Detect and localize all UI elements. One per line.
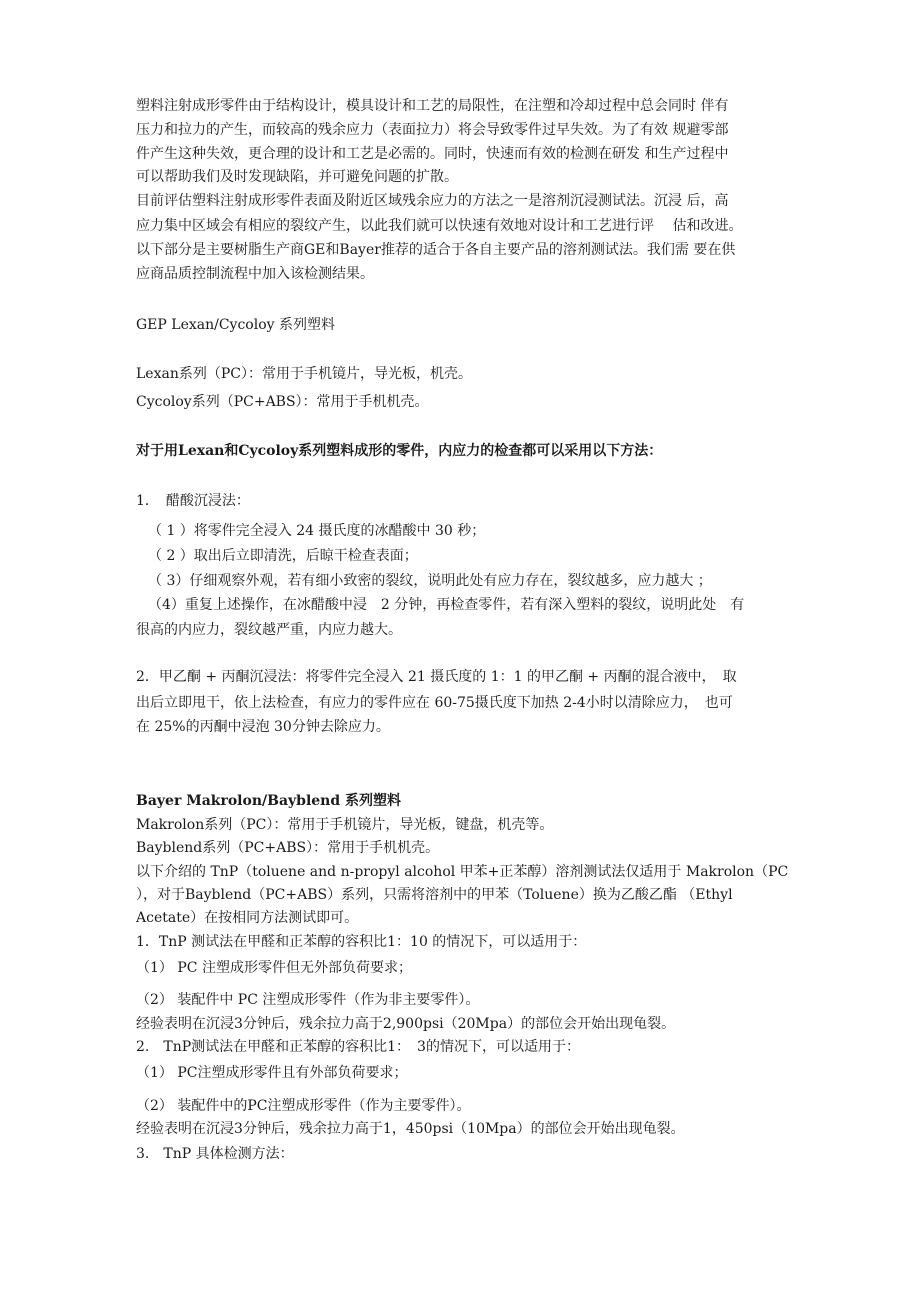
bayer-line: 经验表明在沉浸3分钟后，残余拉力高于1，450psi（10Mpa）的部位会开始出现龟裂。: [136, 1121, 685, 1137]
method2-line: 在 25%的丙酮中浸泡 30分钟去除应力。: [136, 719, 390, 735]
bayer-line: （1） PC 注塑成形零件但无外部负荷要求；: [136, 960, 412, 976]
bayer-line: 2. TnP测试法在甲醛和正苯醇的容积比1： 3的情况下，可以适用于：: [136, 1039, 580, 1055]
intro-line: 可以帮助我们及时发现缺陷，并可避免问题的扩散。: [136, 169, 458, 185]
bayer-line: 1．TnP 测试法在甲醛和正苯醇的容积比1：10 的情况下，可以适用于：: [136, 934, 587, 950]
method2-line: 2．甲乙酮 + 丙酮沉浸法：将零件完全浸入 21 摄氏度的 1：1 的甲乙酮 + 丙酮的混合液中， 取: [136, 669, 737, 685]
bayer-line: Acetate）在按相同方法测试即可。: [136, 910, 359, 926]
bayer-line: 以下介绍的 TnP（toluene and n-propyl alcohol 甲苯+正苯醇）溶剂测试法仅适用于 Makrolon（PC: [136, 864, 789, 880]
bayer-line: （1） PC注塑成形零件且有外部负荷要求；: [136, 1065, 408, 1081]
method1-step: （ 3）仔细观察外观，若有细小致密的裂纹，说明此处有应力存在，裂纹越多，应力越大 ；: [148, 573, 712, 589]
intro-line: 件产生这种失效，更合理的设计和工艺是必需的。同时，快速而有效的检测在研发 和生产过程中: [136, 146, 729, 162]
method2-line: 出后立即甩干，依上法检查，有应力的零件应在 60-75摄氏度下加热 2-4小时以清除应力， 也可: [136, 695, 733, 711]
bayer-line: Makrolon系列（PC）：常用于手机镜片，导光板，键盘，机壳等。: [136, 817, 554, 833]
cycoloy-description: Cycoloy系列（PC+ABS）：常用于手机机壳。: [136, 394, 429, 410]
bayer-line: ），对于Bayblend（PC+ABS）系列，只需将溶剂中的甲苯（Toluene）换为乙酸乙酯 （Ethyl: [136, 887, 733, 903]
bayer-line: （2） 装配件中 PC 注塑成形零件（作为非主要零件）。: [136, 992, 480, 1008]
bayer-section-heading: Bayer Makrolon/Bayblend 系列塑料: [136, 793, 402, 809]
inspection-method-statement: 对于用Lexan和Cycoloy系列塑料成形的零件，内应力的检查都可以采用以下方法：: [136, 443, 663, 459]
method1-step-continuation: 很高的内应力，裂纹越严重，内应力越大。: [136, 622, 402, 638]
ge-section-heading: GEP Lexan/Cycoloy 系列塑料: [136, 317, 335, 333]
intro-line: 压力和拉力的产生，而较高的残余应力（表面拉力）将会导致零件过早失效。为了有效 规避零部: [136, 122, 729, 138]
bayer-line: 经验表明在沉浸3分钟后，残余拉力高于2,900psi（20Mpa）的部位会开始出现龟裂。: [136, 1016, 676, 1032]
method1-title: 1． 醋酸沉浸法：: [136, 493, 250, 509]
intro-line: 塑料注射成形零件由于结构设计，模具设计和工艺的局限性，在注塑和冷却过程中总会同时 伴有: [136, 98, 729, 114]
method1-step: （ 2 ）取出后立即清洗，后晾干检查表面；: [148, 548, 418, 564]
intro-line: 应力集中区域会有相应的裂纹产生，以此我们就可以快速有效地对设计和工艺进行评 估和改进。: [136, 218, 743, 234]
intro-line: 目前评估塑料注射成形零件表面及附近区域残余应力的方法之一是溶剂沉浸测试法。沉浸 后，高: [136, 193, 729, 209]
bayer-line: 3. TnP 具体检测方法：: [136, 1146, 294, 1162]
bayer-line: （2） 装配件中的PC注塑成形零件（作为主要零件）。: [136, 1098, 471, 1114]
bayer-line: Bayblend系列（PC+ABS）：常用于手机机壳。: [136, 840, 440, 856]
intro-line: 应商品质控制流程中加入该检测结果。: [136, 266, 374, 282]
method1-step: （4）重复上述操作，在冰醋酸中浸 2 分钟，再检查零件，若有深入塑料的裂纹，说明此处 有: [148, 597, 745, 613]
intro-line: 以下部分是主要树脂生产商GE和Bayer推荐的适合于各自主要产品的溶剂测试法。我们需 要在供: [136, 242, 736, 258]
method1-step: （ 1 ）将零件完全浸入 24 摄氏度的冰醋酸中 30 秒；: [148, 523, 486, 539]
lexan-description: Lexan系列（PC）：常用于手机镜片，导光板，机壳。: [136, 366, 472, 382]
